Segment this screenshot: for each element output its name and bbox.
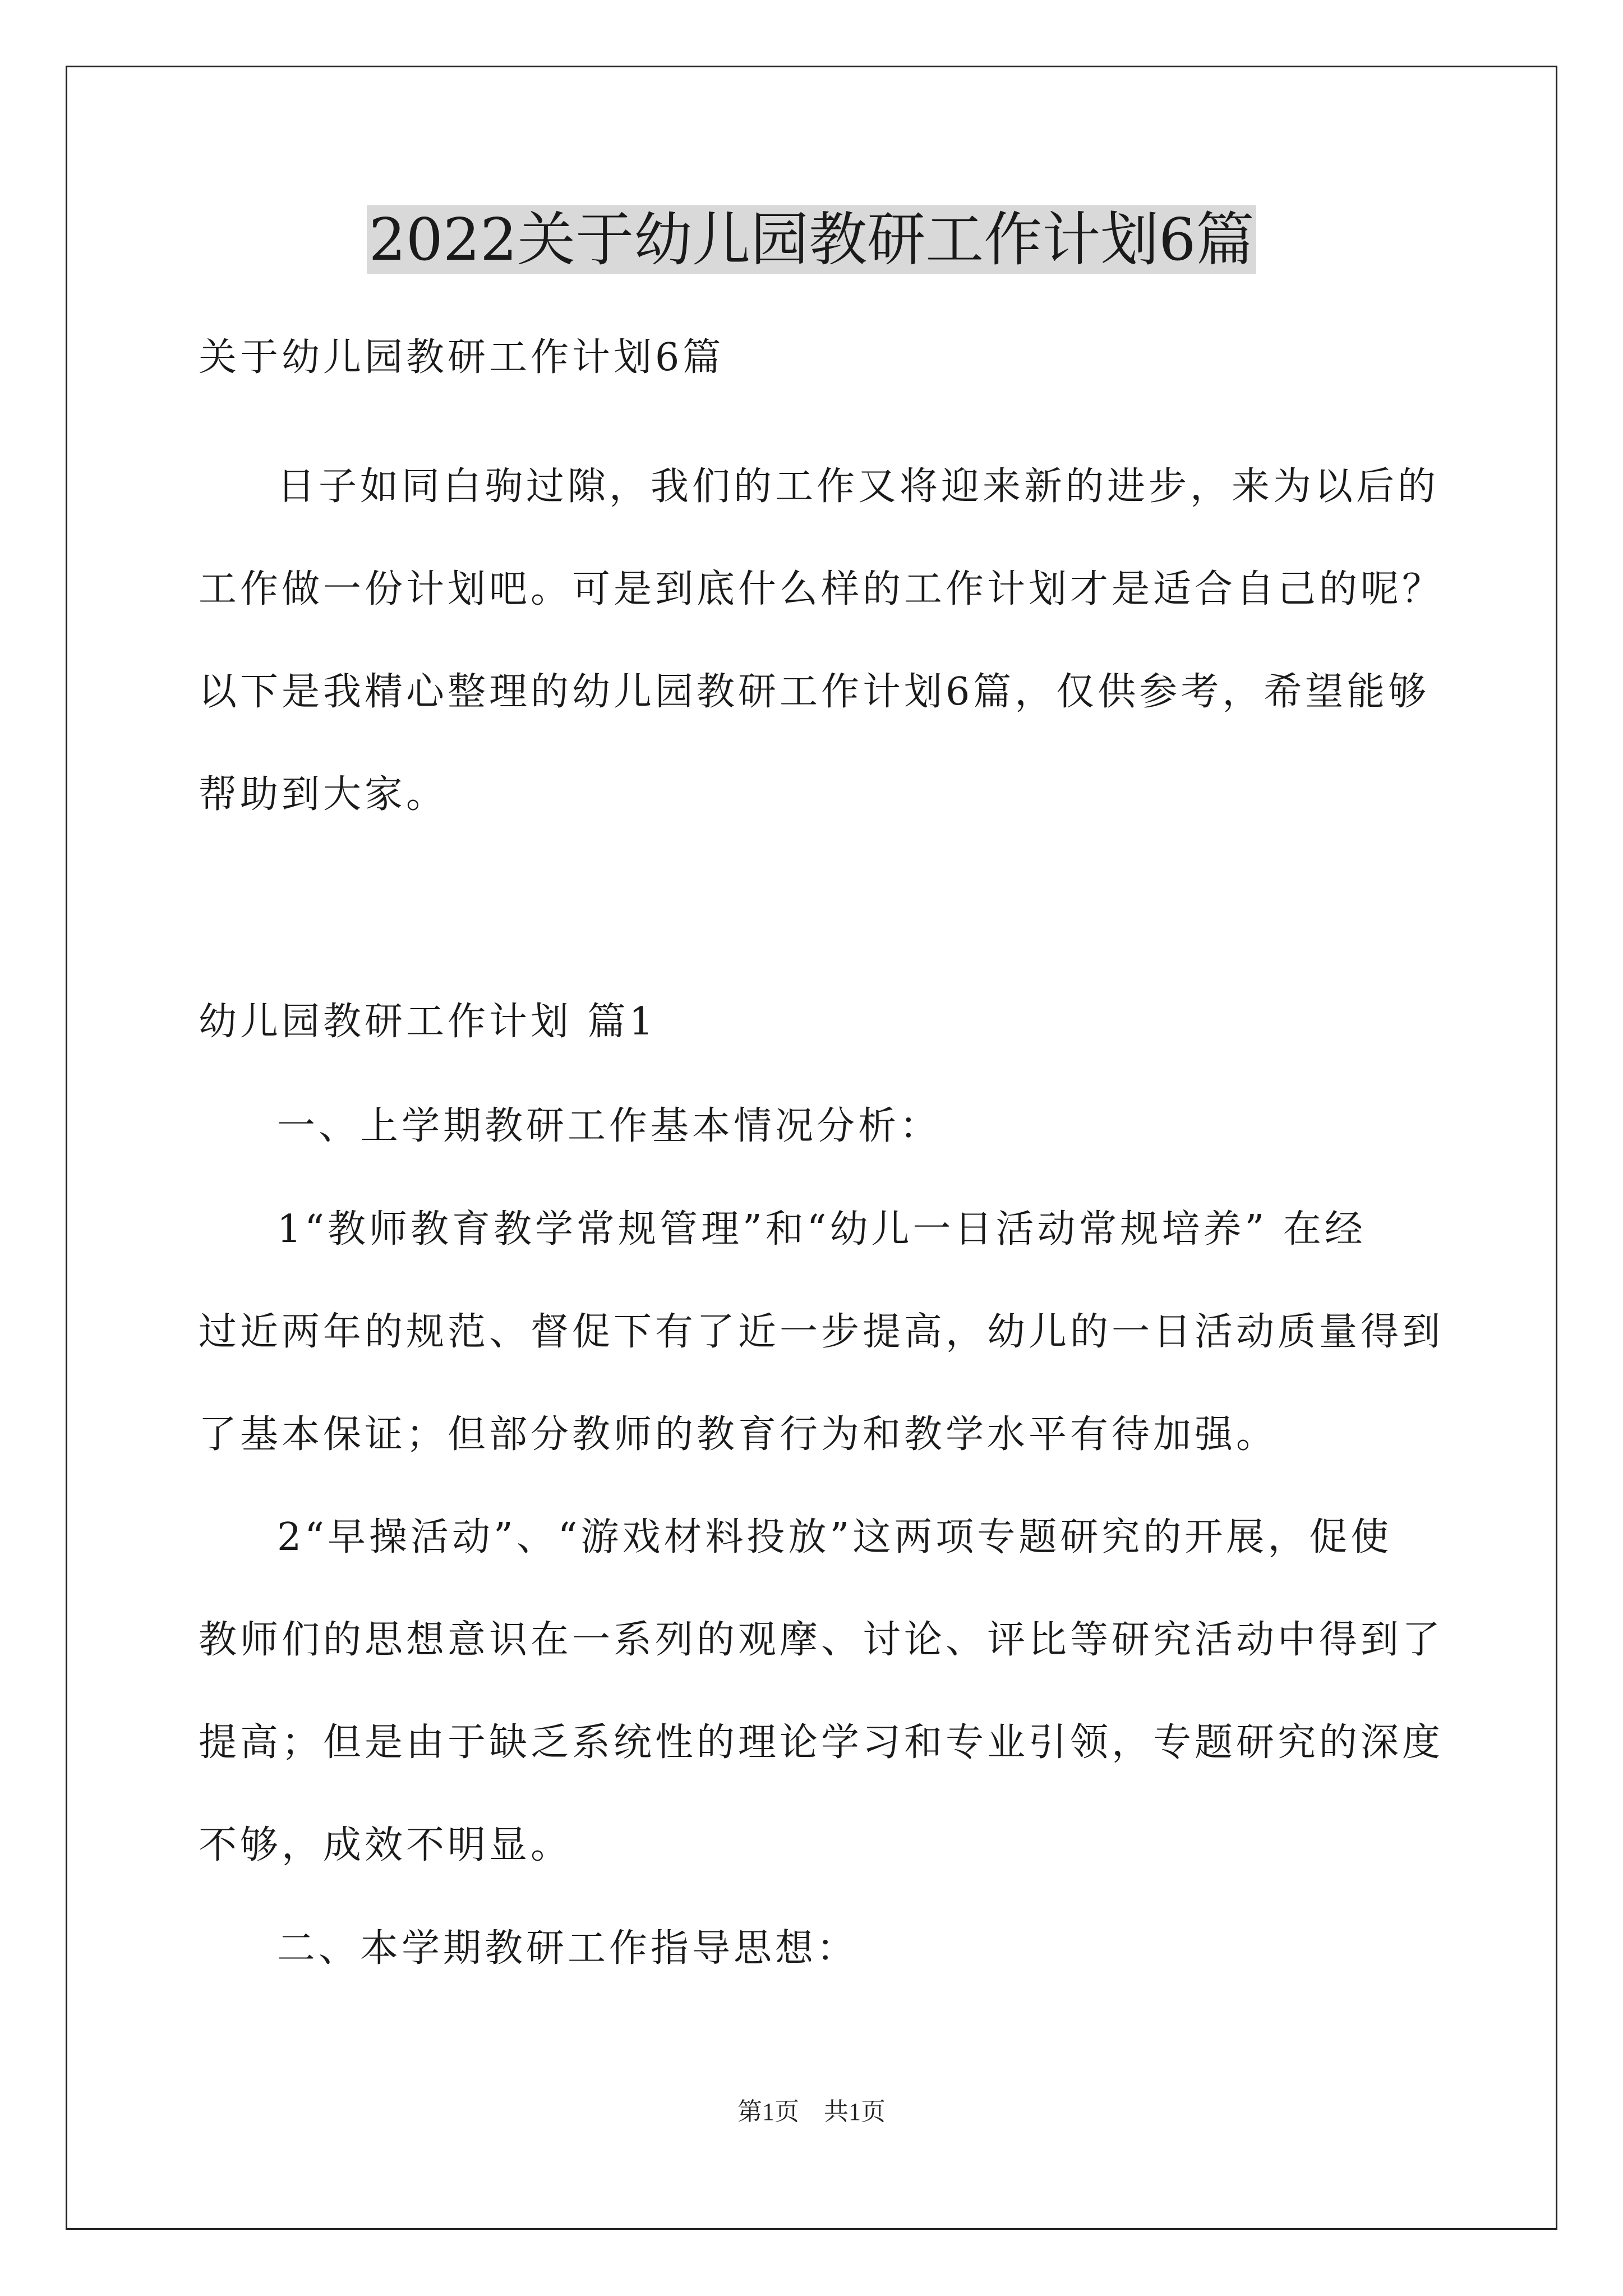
page-footer: 第1页 共1页 [737,2098,886,2125]
item-1-heading: 一、上学期教研工作基本情况分析： [277,1104,942,1148]
section-heading: 幼儿园教研工作计划 篇1 [199,1000,657,1044]
point-1-line-2: 过近两年的规范、督促下有了近一步提高，幼儿的一日活动质量得到 [199,1310,1444,1354]
point-1-line-1: 1“教师教育教学常规管理”和“幼儿一日活动常规培养” 在经 [277,1207,1366,1251]
point-2-line-4: 不够，成效不明显。 [199,1823,573,1867]
item-2-heading: 二、本学期教研工作指导思想： [277,1926,859,1971]
intro-line-2: 工作做一份计划吧。可是到底什么样的工作计划才是适合自己的呢？ [199,567,1444,611]
document-title [0,197,1623,282]
point-1-line-3: 了基本保证；但部分教师的教育行为和教学水平有待加强。 [199,1412,1278,1457]
intro-line-3: 以下是我精心整理的幼儿园教研工作计划6篇，仅供参考，希望能够 [199,670,1430,714]
point-2-line-2: 教师们的思想意识在一系列的观摩、讨论、评比等研究活动中得到了 [199,1618,1444,1662]
document-title-text: 2022关于幼儿园教研工作计划6篇 [367,205,1257,274]
point-2-line-3: 提高；但是由于缺乏系统性的理论学习和专业引领，专题研究的深度 [199,1720,1444,1765]
intro-line-4: 帮助到大家。 [199,772,448,817]
intro-line-1: 日子如同白驹过隙，我们的工作又将迎来新的进步，来为以后的 [277,464,1440,509]
document-subtitle: 关于幼儿园教研工作计划6篇 [199,335,725,380]
point-2-line-1: 2“早操活动”、“游戏材料投放”这两项专题研究的开展，促使 [277,1515,1393,1559]
